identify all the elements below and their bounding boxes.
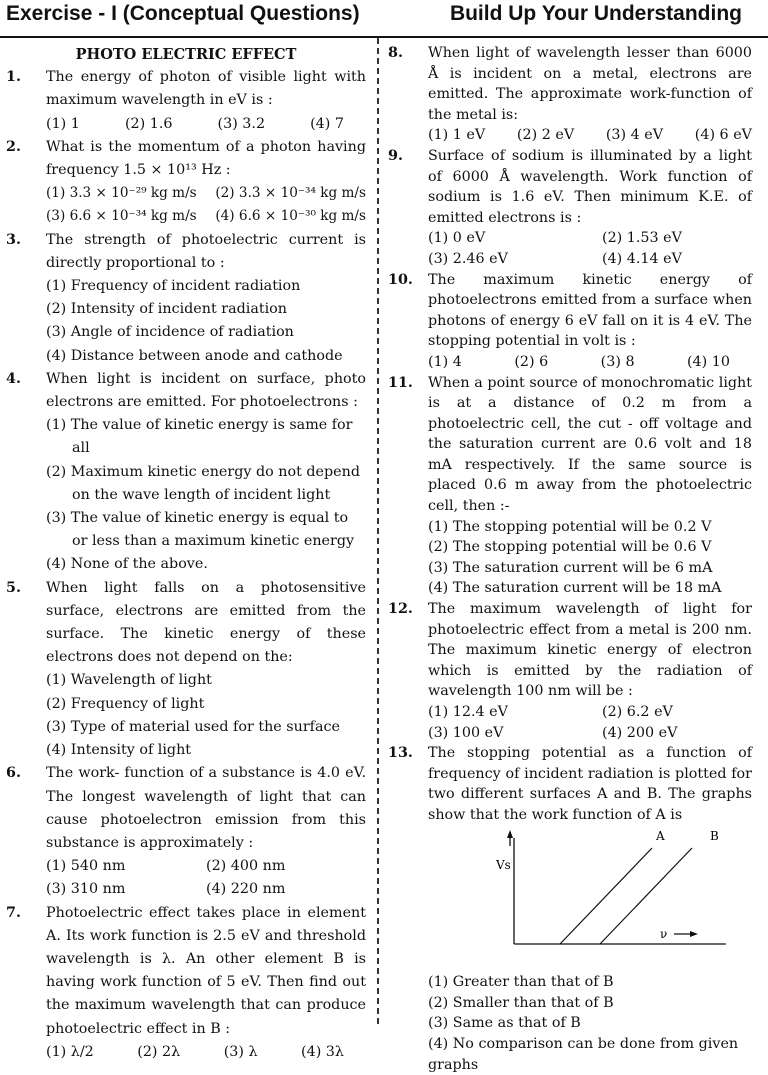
option: (2) Maximum kinetic energy do not depend on the wave length of incident light <box>46 463 360 503</box>
option: (2) The stopping potential will be 0.6 V <box>428 539 712 556</box>
question-7 <box>6 902 366 1064</box>
question-8 <box>388 43 752 146</box>
option: (4) None of the above. <box>46 556 208 573</box>
option: (3) 2.46 eV <box>428 250 508 267</box>
option: (2) 6 <box>514 353 549 370</box>
option: (3) Same as that of B <box>428 1015 581 1032</box>
option: (4) 6 eV <box>694 127 752 144</box>
option: (1) 540 nm <box>46 858 126 875</box>
option: (3) 4 eV <box>605 127 664 144</box>
question-text: When light is incident on surface, photo electrons are emitted. For photoelectrons : <box>46 370 366 411</box>
question-number: 11. <box>388 374 413 391</box>
option: (3) 8 <box>600 353 635 370</box>
question-text: What is the momentum of a photon having frequency 1.5 × 10¹³ Hz : <box>46 138 366 179</box>
question-number: 13. <box>388 745 413 762</box>
question-text: The strength of photoelectric current is directly proportional to : <box>46 231 366 271</box>
question-text: Surface of sodium is illuminated by a light of 6000 Å wavelength. Work function of sodium is 1.6 eV. Then minimum K.E. of emitted electrons is : <box>428 147 752 226</box>
question-text: When light of wavelength lesser than 6000 Å is incident on a metal, electrons are emitted. The approximate work-function of the metal is: <box>428 45 752 123</box>
question-text: The stopping potential as a function of frequency of incident radiation is plotted for two different surfaces A and B. The graphs show that the work function of A is <box>428 745 752 823</box>
option: (1) The value of kinetic energy is same for all <box>46 417 353 457</box>
option: (3) Angle of incidence of radiation <box>46 324 294 341</box>
question-number: 6. <box>6 765 21 782</box>
question-12 <box>388 599 752 743</box>
question-number: 10. <box>388 271 413 288</box>
question-number: 7. <box>6 904 21 921</box>
option: (1) 12.4 eV <box>428 704 508 720</box>
option: (3) λ <box>223 1043 258 1060</box>
x-axis-label: ν <box>660 926 668 941</box>
column-divider <box>377 38 379 1024</box>
question-number: 2. <box>6 138 21 155</box>
option: (2) 400 nm <box>206 858 286 875</box>
option: (1) Wavelength of light <box>46 672 212 689</box>
option: (3) 310 nm <box>46 881 126 898</box>
option: (4) Distance between anode and cathode <box>46 347 343 364</box>
option: (2) 6.2 eV <box>602 704 673 720</box>
option: (2) 1.6 <box>124 115 173 132</box>
question-1 <box>6 66 366 136</box>
question-text: The maximum kinetic energy of photoelectrons emitted from a surface when photons of energy 6 eV fall on it is 4 eV. The stopping potential in volt is : <box>428 271 752 350</box>
option: (4) 200 eV <box>602 724 678 741</box>
line-b <box>600 848 692 944</box>
line-a <box>560 848 652 944</box>
x-arrow-head <box>690 931 698 937</box>
header-divider <box>0 36 768 38</box>
section-title: PHOTO ELECTRIC EFFECT <box>75 46 297 63</box>
question-11 <box>388 373 752 600</box>
option: (2) Smaller than that of B <box>428 994 614 1011</box>
option: (1) Frequency of incident radiation <box>46 278 301 295</box>
right-column <box>388 43 752 1075</box>
question-5 <box>6 577 366 763</box>
question-text: The work- function of a substance is 4.0 eV. The longest wavelength of light that can cause photoelectron emission from this substance is approximately : <box>46 765 366 851</box>
option: (4) 6.6 × 10⁻³⁰ kg m/s <box>215 208 366 225</box>
line-b-label: B <box>710 828 719 843</box>
option: (1) 0 eV <box>428 230 486 247</box>
option: (4) 7 <box>310 115 344 132</box>
question-text: When light falls on a photosensitive surface, electrons are emitted from the surface. The kinetic energy of these electrons does not depend on the: <box>46 579 366 666</box>
question-number: 5. <box>6 579 21 596</box>
question-text: Photoelectric effect takes place in element A. Its work function is 2.5 eV and threshold wavelength is λ. An other element B is having work function of 5 eV. Then find out the maximum wavelength that can produce photoelectric effect in B : <box>46 904 366 1037</box>
option: (3) The value of kinetic energy is equal to or less than a maximum kinetic energy <box>46 510 355 550</box>
option: (1) 4 <box>428 353 462 370</box>
section-tagline: Build Up Your Understanding <box>449 2 742 25</box>
option: (4) The saturation current will be 18 mA <box>428 580 722 597</box>
left-column <box>6 43 366 1064</box>
line-a-label: A <box>656 828 665 843</box>
question-2 <box>6 136 366 229</box>
question-number: 12. <box>388 601 413 618</box>
question-number: 3. <box>6 231 21 248</box>
question-number: 9. <box>388 147 403 164</box>
question-text: When a point source of monochromatic light is at a distance of 0.2 m from a photoelectric cell, the cut - off voltage and the saturation current are 0.6 volt and 18 mA respectively. If the same source is placed 0.6 m away from the photoelectric cell, then :- <box>428 374 752 515</box>
option: (2) Frequency of light <box>46 695 205 712</box>
option: (4) 10 <box>686 353 730 370</box>
option: (4) No comparison can be done from given graphs <box>428 1035 739 1073</box>
question-number: 8. <box>388 45 403 61</box>
option: (3) Type of material used for the surface <box>46 718 340 735</box>
question-9 <box>388 146 752 270</box>
option: (3) The saturation current will be 6 mA <box>428 559 713 576</box>
question-10 <box>388 270 752 373</box>
option: (2) 3.3 × 10⁻³⁴ kg m/s <box>215 185 366 202</box>
option: (3) 6.6 × 10⁻³⁴ kg m/s <box>46 208 197 225</box>
exercise-title: Exercise - I (Conceptual Questions) <box>6 2 360 25</box>
question-4 <box>6 368 366 577</box>
stopping-potential-graph <box>428 826 752 966</box>
question-number: 4. <box>6 370 21 387</box>
option: (3) 100 eV <box>428 724 504 741</box>
option: (1) λ/2 <box>46 1043 94 1060</box>
option: (1) Greater than that of B <box>428 974 614 991</box>
y-arrow-head <box>507 830 513 838</box>
option: (3) 3.2 <box>217 115 266 132</box>
option: (2) 2 eV <box>516 127 575 144</box>
option: (1) 1 eV <box>428 127 486 144</box>
option: (2) Intensity of incident radiation <box>46 301 287 318</box>
option: (1) 1 <box>46 115 80 132</box>
option: (4) Intensity of light <box>46 742 192 759</box>
question-number: 1. <box>6 69 21 86</box>
option: (4) 3λ <box>301 1043 344 1060</box>
question-3 <box>6 229 366 368</box>
question-text: The energy of photon of visible light with maximum wavelength in eV is : <box>46 69 366 109</box>
option: (1) The stopping potential will be 0.2 V <box>428 518 712 535</box>
option: (1) 3.3 × 10⁻²⁹ kg m/s <box>46 185 197 202</box>
option: (4) 220 nm <box>206 881 286 898</box>
y-axis-label: Vs <box>496 857 511 872</box>
question-6 <box>6 762 366 901</box>
option: (2) 1.53 eV <box>602 230 682 247</box>
question-text: The maximum wavelength of light for photoelectric effect from a metal is 200 nm. The maximum kinetic energy of electron which is emitted by the radiation of wavelength 100 nm will be : <box>428 601 752 700</box>
option: (2) 2λ <box>137 1043 181 1060</box>
option: (4) 4.14 eV <box>602 250 682 267</box>
question-13 <box>388 743 752 1075</box>
